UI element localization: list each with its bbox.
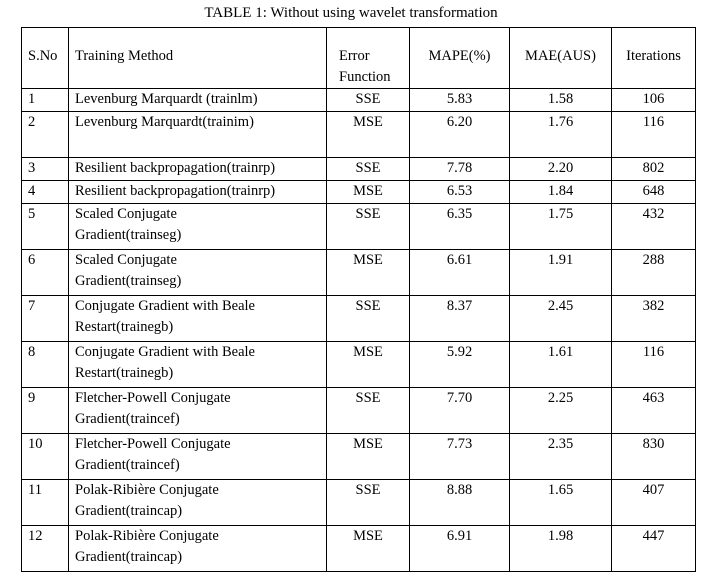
cell-sno: 11 — [22, 480, 69, 526]
table-row — [22, 112, 696, 158]
cell-training-method — [69, 342, 327, 388]
cell-iterations: 432 — [612, 204, 696, 250]
cell-error-function: SSE — [327, 296, 410, 342]
cell-mape: 6.20 — [410, 112, 510, 158]
method-line1: Resilient backpropagation(trainrp) — [75, 160, 276, 176]
cell-iterations: 116 — [612, 112, 696, 158]
cell-error-function: MSE — [327, 250, 410, 296]
header-training-method: Training Method — [69, 28, 327, 89]
table-row — [22, 158, 696, 181]
cell-mae: 2.20 — [510, 158, 612, 181]
table-row — [22, 89, 696, 112]
method-line2: Restart(trainegb) — [75, 365, 174, 381]
table-row — [22, 480, 696, 526]
cell-iterations: 382 — [612, 296, 696, 342]
cell-iterations: 802 — [612, 158, 696, 181]
cell-mae: 1.65 — [510, 480, 612, 526]
cell-error-function: SSE — [327, 204, 410, 250]
cell-mae: 1.58 — [510, 89, 612, 112]
cell-iterations: 407 — [612, 480, 696, 526]
header-error-line2: Function — [339, 69, 391, 85]
cell-error-function: MSE — [327, 434, 410, 480]
cell-mae: 1.76 — [510, 112, 612, 158]
method-line1: Levenburg Marquardt(trainim) — [75, 114, 254, 130]
header-error-line1: Error — [339, 48, 370, 64]
cell-error-function: SSE — [327, 388, 410, 434]
table-row — [22, 181, 696, 204]
cell-error-function: MSE — [327, 342, 410, 388]
table-row — [22, 434, 696, 480]
cell-sno: 3 — [22, 158, 69, 181]
cell-mae: 2.45 — [510, 296, 612, 342]
method-line1: Fletcher-Powell Conjugate — [75, 390, 231, 406]
cell-sno: 5 — [22, 204, 69, 250]
method-line2: Gradient(traincef) — [75, 411, 180, 427]
header-iterations: Iterations — [612, 28, 696, 89]
cell-training-method — [69, 158, 327, 181]
cell-iterations: 447 — [612, 526, 696, 572]
cell-sno: 6 — [22, 250, 69, 296]
cell-training-method — [69, 434, 327, 480]
cell-mae: 1.75 — [510, 204, 612, 250]
cell-mape: 6.61 — [410, 250, 510, 296]
table-body — [22, 89, 696, 572]
cell-iterations: 648 — [612, 181, 696, 204]
cell-mape: 7.78 — [410, 158, 510, 181]
cell-sno: 8 — [22, 342, 69, 388]
method-line1: Levenburg Marquardt (trainlm) — [75, 91, 258, 107]
cell-sno: 9 — [22, 388, 69, 434]
cell-sno: 7 — [22, 296, 69, 342]
method-line2: Gradient(traincap) — [75, 549, 183, 565]
method-line2: Gradient(traincap) — [75, 503, 183, 519]
method-line1: Conjugate Gradient with Beale — [75, 298, 255, 314]
cell-training-method — [69, 112, 327, 158]
cell-mape: 8.88 — [410, 480, 510, 526]
cell-mae: 2.35 — [510, 434, 612, 480]
cell-training-method — [69, 296, 327, 342]
cell-sno: 12 — [22, 526, 69, 572]
cell-error-function: SSE — [327, 158, 410, 181]
header-sno: S.No — [22, 28, 69, 89]
cell-mape: 8.37 — [410, 296, 510, 342]
cell-mae: 1.91 — [510, 250, 612, 296]
table-row — [22, 342, 696, 388]
cell-mape: 5.83 — [410, 89, 510, 112]
cell-mape: 6.53 — [410, 181, 510, 204]
table-caption: TABLE 1: Without using wavelet transformation — [204, 5, 498, 21]
method-line2: Gradient(trainseg) — [75, 227, 182, 243]
method-line2: Gradient(traincef) — [75, 457, 180, 473]
cell-training-method — [69, 89, 327, 112]
cell-error-function: SSE — [327, 480, 410, 526]
cell-error-function: MSE — [327, 181, 410, 204]
cell-iterations: 463 — [612, 388, 696, 434]
method-line1: Scaled Conjugate — [75, 252, 177, 268]
cell-sno: 2 — [22, 112, 69, 158]
cell-sno: 1 — [22, 89, 69, 112]
cell-mae: 1.61 — [510, 342, 612, 388]
table-header-row — [22, 28, 696, 89]
method-line1: Polak-Ribière Conjugate — [75, 482, 219, 498]
cell-error-function: MSE — [327, 112, 410, 158]
header-mae: MAE(AUS) — [510, 28, 612, 89]
cell-error-function: MSE — [327, 526, 410, 572]
results-table — [21, 27, 696, 572]
cell-mape: 5.92 — [410, 342, 510, 388]
method-line1: Conjugate Gradient with Beale — [75, 344, 255, 360]
cell-mape: 7.70 — [410, 388, 510, 434]
cell-iterations: 106 — [612, 89, 696, 112]
cell-mape: 6.91 — [410, 526, 510, 572]
cell-training-method — [69, 388, 327, 434]
table-row — [22, 204, 696, 250]
cell-mae: 2.25 — [510, 388, 612, 434]
method-line2: Restart(trainegb) — [75, 319, 174, 335]
cell-training-method — [69, 480, 327, 526]
method-line1: Fletcher-Powell Conjugate — [75, 436, 231, 452]
method-line2: Gradient(trainseg) — [75, 273, 182, 289]
cell-iterations: 288 — [612, 250, 696, 296]
header-error-function — [327, 28, 410, 89]
cell-mape: 7.73 — [410, 434, 510, 480]
cell-error-function: SSE — [327, 89, 410, 112]
cell-training-method — [69, 250, 327, 296]
method-line1: Resilient backpropagation(trainrp) — [75, 183, 276, 199]
cell-iterations: 830 — [612, 434, 696, 480]
cell-training-method — [69, 204, 327, 250]
cell-mae: 1.84 — [510, 181, 612, 204]
cell-training-method — [69, 526, 327, 572]
table-row — [22, 526, 696, 572]
cell-iterations: 116 — [612, 342, 696, 388]
cell-mae: 1.98 — [510, 526, 612, 572]
table-row — [22, 388, 696, 434]
table-row — [22, 250, 696, 296]
method-line1: Polak-Ribière Conjugate — [75, 528, 219, 544]
header-mape: MAPE(%) — [410, 28, 510, 89]
method-line1: Scaled Conjugate — [75, 206, 177, 222]
cell-mape: 6.35 — [410, 204, 510, 250]
cell-sno: 10 — [22, 434, 69, 480]
cell-sno: 4 — [22, 181, 69, 204]
table-row — [22, 296, 696, 342]
cell-training-method — [69, 181, 327, 204]
